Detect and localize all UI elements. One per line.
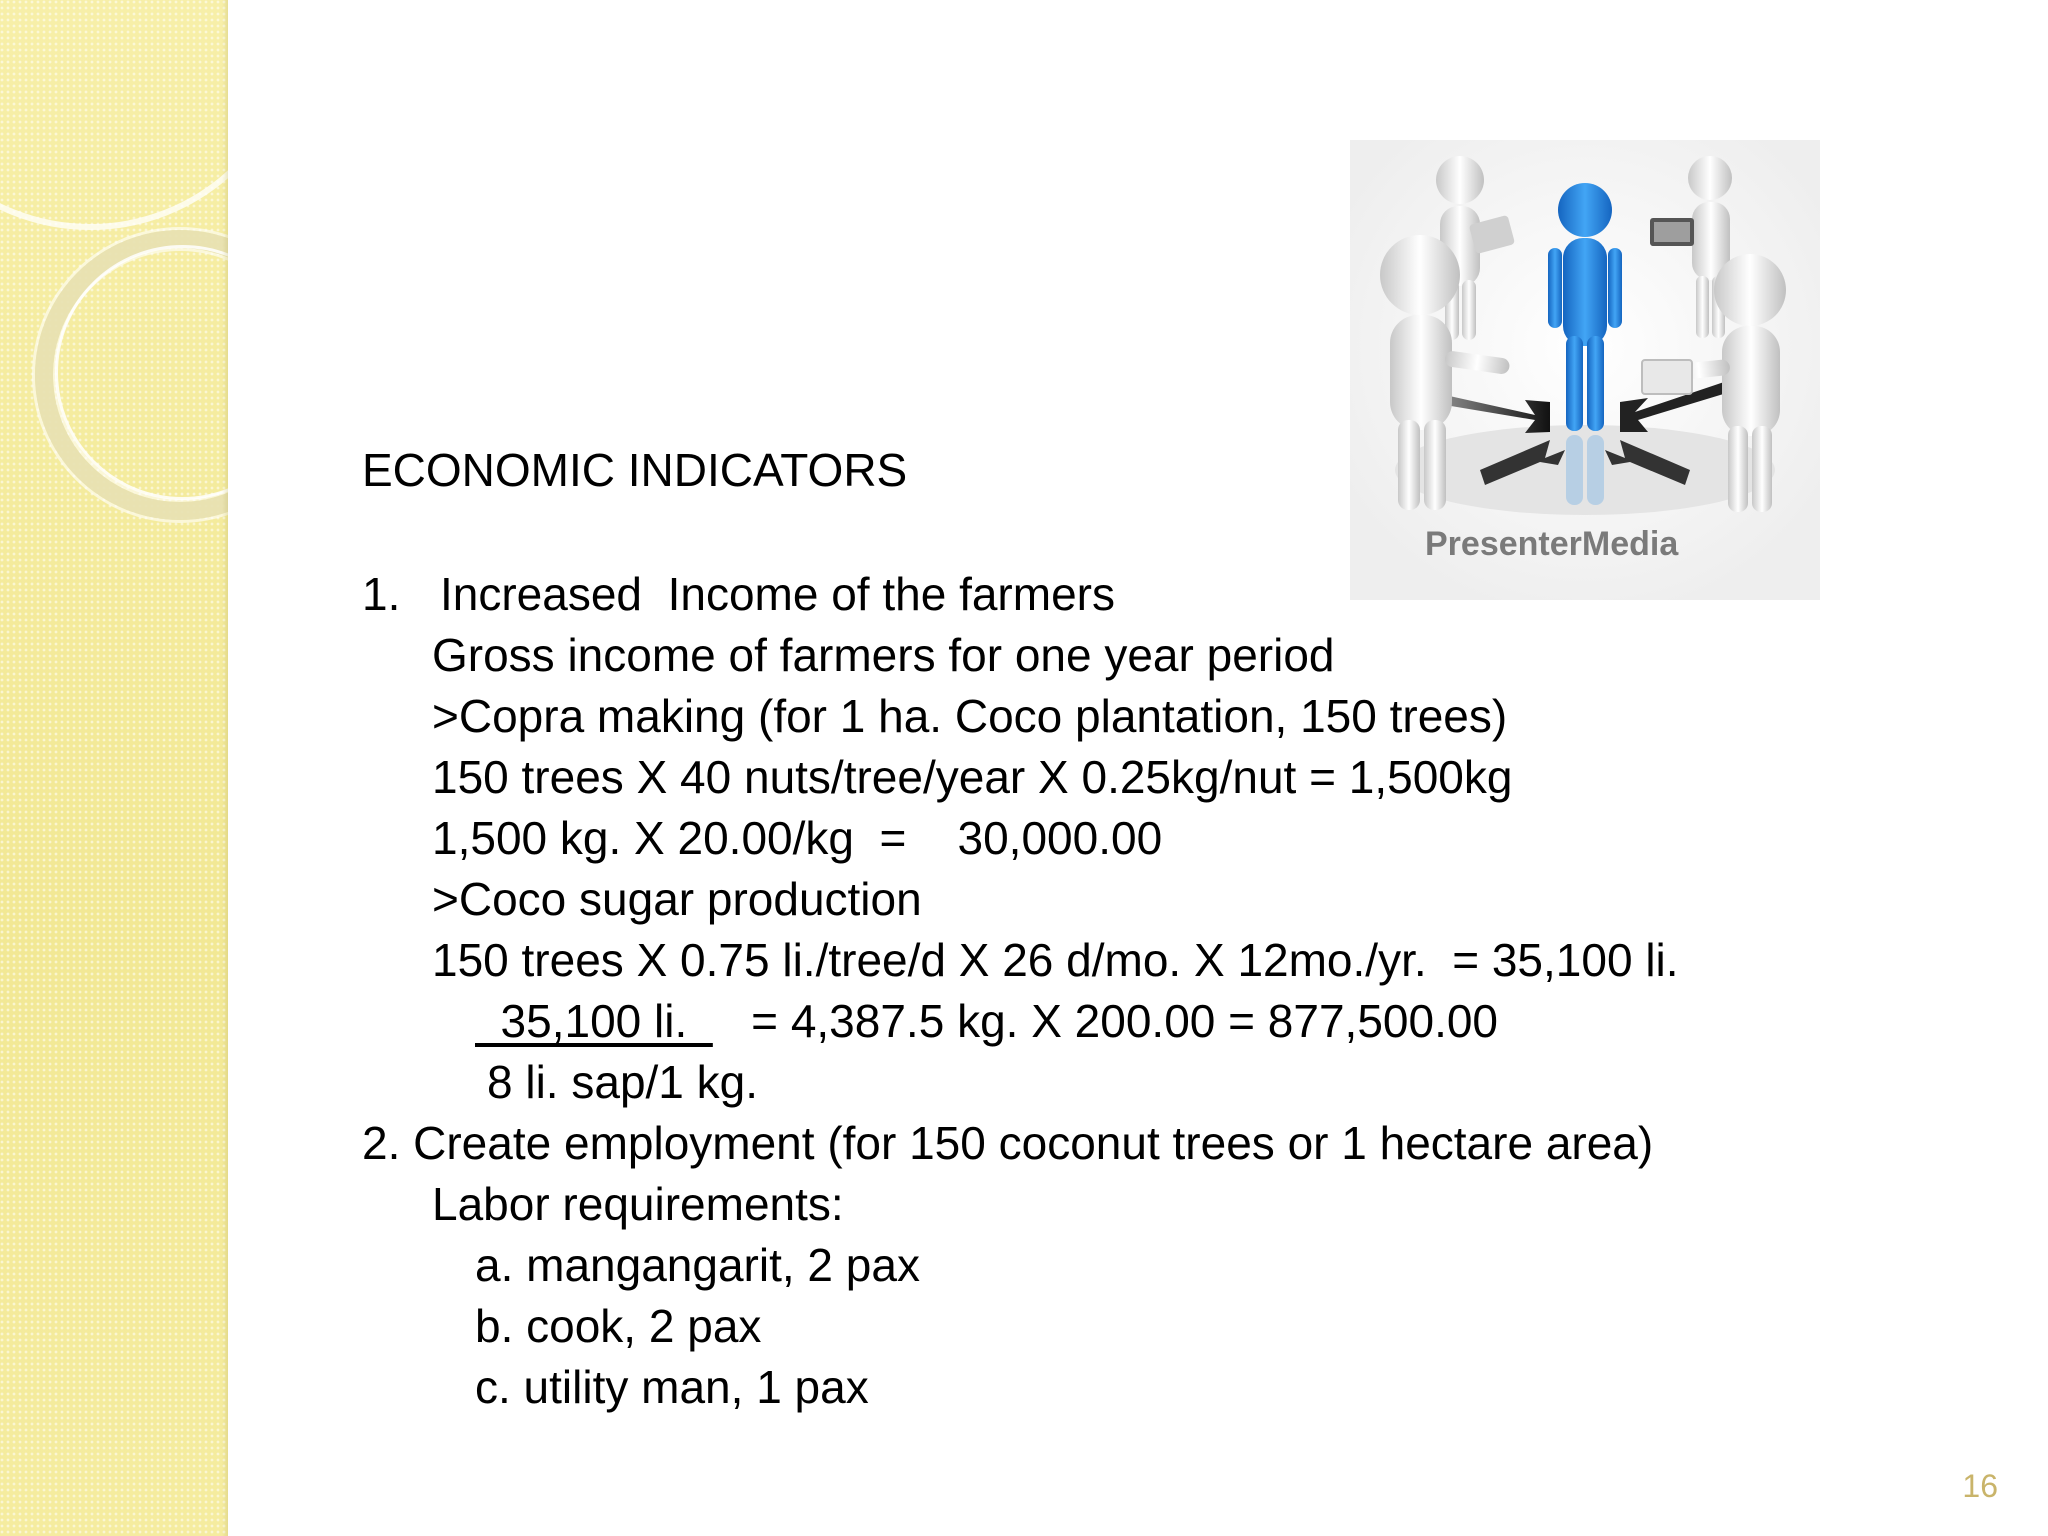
item-1-line-2: >Copra making (for 1 ha. Coco plantation, 150 trees) — [432, 690, 1508, 742]
item-1-number: 1. — [362, 568, 401, 620]
item-1-line-5: >Coco sugar production — [432, 873, 922, 925]
labor-item-b: b. cook, 2 pax — [475, 1300, 762, 1352]
item-1-title: Increased Income of the farmers — [440, 568, 1115, 620]
decorative-ring-top — [0, 0, 228, 230]
item-2-title: 2. Create employment (for 150 coconut trees or 1 hectare area) — [362, 1117, 1654, 1169]
item-1-line-3: 150 trees X 40 nuts/tree/year X 0.25kg/nut = 1,500kg — [432, 751, 1513, 803]
item-1-line-4: 1,500 kg. X 20.00/kg = 30,000.00 — [432, 812, 1163, 864]
fraction-line — [362, 991, 1922, 1052]
fraction-result: = 4,387.5 kg. X 200.00 = 877,500.00 — [712, 995, 1499, 1047]
labor-item-c: c. utility man, 1 pax — [475, 1361, 869, 1413]
slide-heading: ECONOMIC INDICATORS — [362, 444, 908, 496]
fraction-numerator: 35,100 li. — [475, 995, 713, 1047]
item-2-subtitle: Labor requirements: — [432, 1178, 844, 1230]
decorative-side-band — [0, 0, 228, 1536]
item-1-title-line — [362, 564, 1922, 625]
page-number: 16 — [1962, 1468, 1998, 1504]
document-icon — [1642, 360, 1692, 394]
item-1-line-6: 150 trees X 0.75 li./tree/d X 26 d/mo. X 12mo./yr. = 35,100 li. — [432, 934, 1679, 986]
fraction-denominator: 8 li. sap/1 kg. — [487, 1056, 759, 1108]
slide-content — [362, 440, 1922, 1418]
labor-item-a: a. mangangarit, 2 pax — [475, 1239, 920, 1291]
item-1-line-1: Gross income of farmers for one year period — [432, 629, 1335, 681]
presentermedia-watermark: PresenterMedia — [1425, 525, 1679, 563]
